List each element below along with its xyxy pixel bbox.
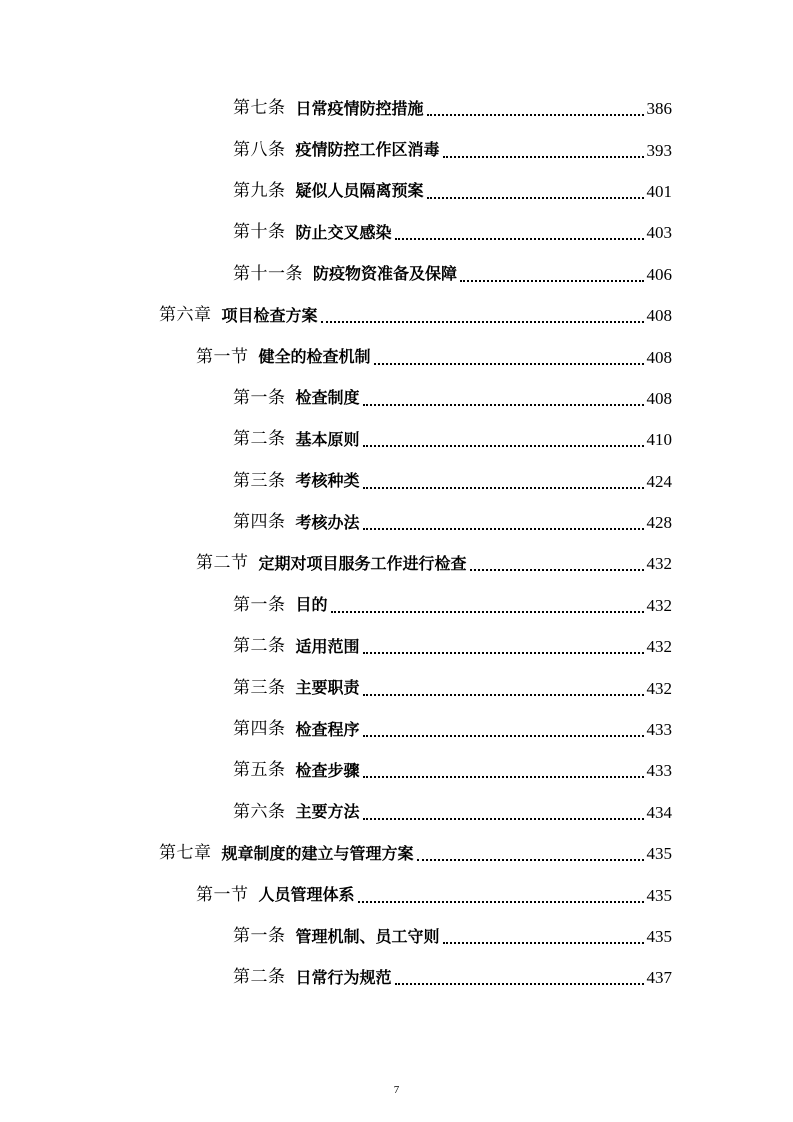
toc-entry[interactable] [0, 543, 793, 584]
toc-dot-leader [363, 651, 644, 654]
toc-dot-leader [363, 775, 644, 778]
toc-entry-page-number: 406 [646, 264, 672, 284]
toc-entry-label: 第二条 [233, 429, 286, 450]
toc-entry-label: 第六条 [233, 801, 286, 822]
toc-entry-title: 防疫物资准备及保障 [313, 264, 458, 284]
toc-entry[interactable] [0, 336, 793, 377]
toc-entry-title: 检查步骤 [295, 760, 360, 780]
toc-entry-label: 第七条 [233, 98, 286, 119]
toc-entry-page-number: 408 [646, 347, 672, 367]
toc-entry-label: 第二条 [233, 636, 286, 657]
toc-entry[interactable] [0, 461, 793, 502]
toc-entry[interactable] [0, 874, 793, 915]
page-number: 7 [393, 1084, 400, 1096]
toc-entry-title: 日常行为规范 [295, 967, 392, 987]
toc-entry[interactable] [0, 626, 793, 667]
toc-entry-label: 第八条 [233, 139, 286, 160]
toc-entry-title: 疑似人员隔离预案 [295, 181, 424, 201]
toc-entry-label: 第五条 [233, 760, 286, 781]
toc-entry-page-number: 428 [646, 513, 672, 533]
toc-dot-leader [427, 196, 644, 199]
toc-entry-title: 考核种类 [295, 471, 360, 491]
toc-dot-leader [321, 320, 644, 323]
toc-entry-label: 第七章 [159, 843, 212, 864]
toc-entry-page-number: 403 [646, 223, 672, 243]
toc-entry[interactable] [0, 254, 793, 295]
toc-entry-title: 疫情防控工作区消毒 [295, 140, 440, 160]
toc-entry[interactable] [0, 792, 793, 833]
toc-entry-label: 第三条 [233, 470, 286, 491]
toc-entry-page-number: 432 [646, 678, 672, 698]
toc-entry-label: 第三条 [233, 677, 286, 698]
toc-entry[interactable] [0, 88, 793, 129]
toc-entry-page-number: 432 [646, 637, 672, 657]
toc-dot-leader [363, 486, 644, 489]
toc-entry-label: 第一节 [196, 884, 249, 905]
toc-entry-page-number: 410 [646, 430, 672, 450]
toc-entry-title: 防止交叉感染 [295, 222, 392, 242]
toc-entry[interactable] [0, 212, 793, 253]
toc-entry-title: 日常疫情防控措施 [295, 98, 424, 118]
toc-entry-label: 第九条 [233, 180, 286, 201]
toc-entry-page-number: 434 [646, 802, 672, 822]
toc-entry-label: 第二节 [196, 553, 249, 574]
toc-entry[interactable] [0, 750, 793, 791]
toc-entry-label: 第四条 [233, 512, 286, 533]
toc-entry[interactable] [0, 585, 793, 626]
toc-entry-label: 第十一条 [233, 263, 303, 284]
toc-entry-page-number: 437 [646, 968, 672, 988]
toc-entry[interactable] [0, 378, 793, 419]
toc-entry-label: 第六章 [159, 305, 212, 326]
toc-entry-label: 第二条 [233, 967, 286, 988]
toc-entry-label: 第一条 [233, 594, 286, 615]
toc-entry-page-number: 435 [646, 844, 672, 864]
toc-entry-title: 检查制度 [295, 388, 360, 408]
toc-entry-page-number: 408 [646, 306, 672, 326]
toc-dot-leader [395, 982, 644, 985]
toc-entry-page-number: 424 [646, 471, 672, 491]
toc-entry-page-number: 408 [646, 388, 672, 408]
toc-entry-title: 规章制度的建立与管理方案 [221, 843, 414, 863]
table-of-contents [0, 88, 793, 999]
toc-dot-leader [443, 941, 644, 944]
toc-entry-title: 主要职责 [295, 678, 360, 698]
toc-entry[interactable] [0, 709, 793, 750]
toc-entry-title: 项目检查方案 [221, 305, 318, 325]
toc-entry-page-number: 401 [646, 181, 672, 201]
toc-entry-title: 健全的检查机制 [258, 347, 371, 367]
toc-dot-leader [470, 568, 644, 571]
toc-entry[interactable] [0, 957, 793, 998]
toc-entry-label: 第一条 [233, 926, 286, 946]
toc-entry-title: 基本原则 [295, 429, 360, 449]
toc-dot-leader [363, 403, 644, 406]
toc-entry-page-number: 435 [646, 885, 672, 905]
toc-dot-leader [358, 900, 644, 903]
toc-entry-label: 第一条 [233, 387, 286, 408]
toc-entry[interactable] [0, 171, 793, 212]
toc-entry-page-number: 432 [646, 554, 672, 574]
toc-entry-label: 第十条 [233, 222, 286, 243]
toc-entry[interactable] [0, 833, 793, 874]
toc-entry-page-number: 386 [646, 99, 672, 119]
toc-entry-title: 适用范围 [295, 636, 360, 656]
toc-entry[interactable] [0, 295, 793, 336]
toc-entry-label: 第四条 [233, 719, 286, 740]
toc-dot-leader [417, 858, 644, 861]
toc-entry[interactable] [0, 667, 793, 708]
toc-entry-page-number: 433 [646, 761, 672, 781]
toc-dot-leader [363, 734, 644, 737]
toc-entry-page-number: 432 [646, 595, 672, 615]
toc-entry-title: 主要方法 [295, 802, 360, 822]
toc-entry-title: 目的 [295, 595, 328, 615]
toc-entry-title: 人员管理体系 [258, 885, 355, 905]
toc-dot-leader [427, 113, 644, 116]
toc-entry-page-number: 433 [646, 720, 672, 740]
toc-dot-leader [363, 527, 644, 530]
toc-entry-title: 管理机制、员工守则 [295, 926, 440, 946]
toc-dot-leader [363, 817, 644, 820]
toc-entry-page-number: 435 [646, 927, 672, 946]
toc-entry[interactable] [0, 502, 793, 543]
toc-dot-leader [460, 279, 643, 282]
toc-entry-page-number: 393 [646, 140, 672, 160]
toc-entry-label: 第一节 [196, 346, 249, 367]
toc-dot-leader [395, 237, 644, 240]
toc-entry[interactable] [0, 419, 793, 460]
toc-dot-leader [331, 610, 644, 613]
toc-dot-leader [374, 362, 644, 365]
toc-dot-leader [443, 155, 644, 158]
toc-entry-title: 考核办法 [295, 512, 360, 532]
toc-entry[interactable] [0, 916, 793, 957]
toc-entry-title: 检查程序 [295, 719, 360, 739]
toc-entry[interactable] [0, 129, 793, 170]
toc-dot-leader [363, 693, 644, 696]
toc-entry-title: 定期对项目服务工作进行检查 [258, 553, 467, 573]
toc-dot-leader [363, 444, 644, 447]
